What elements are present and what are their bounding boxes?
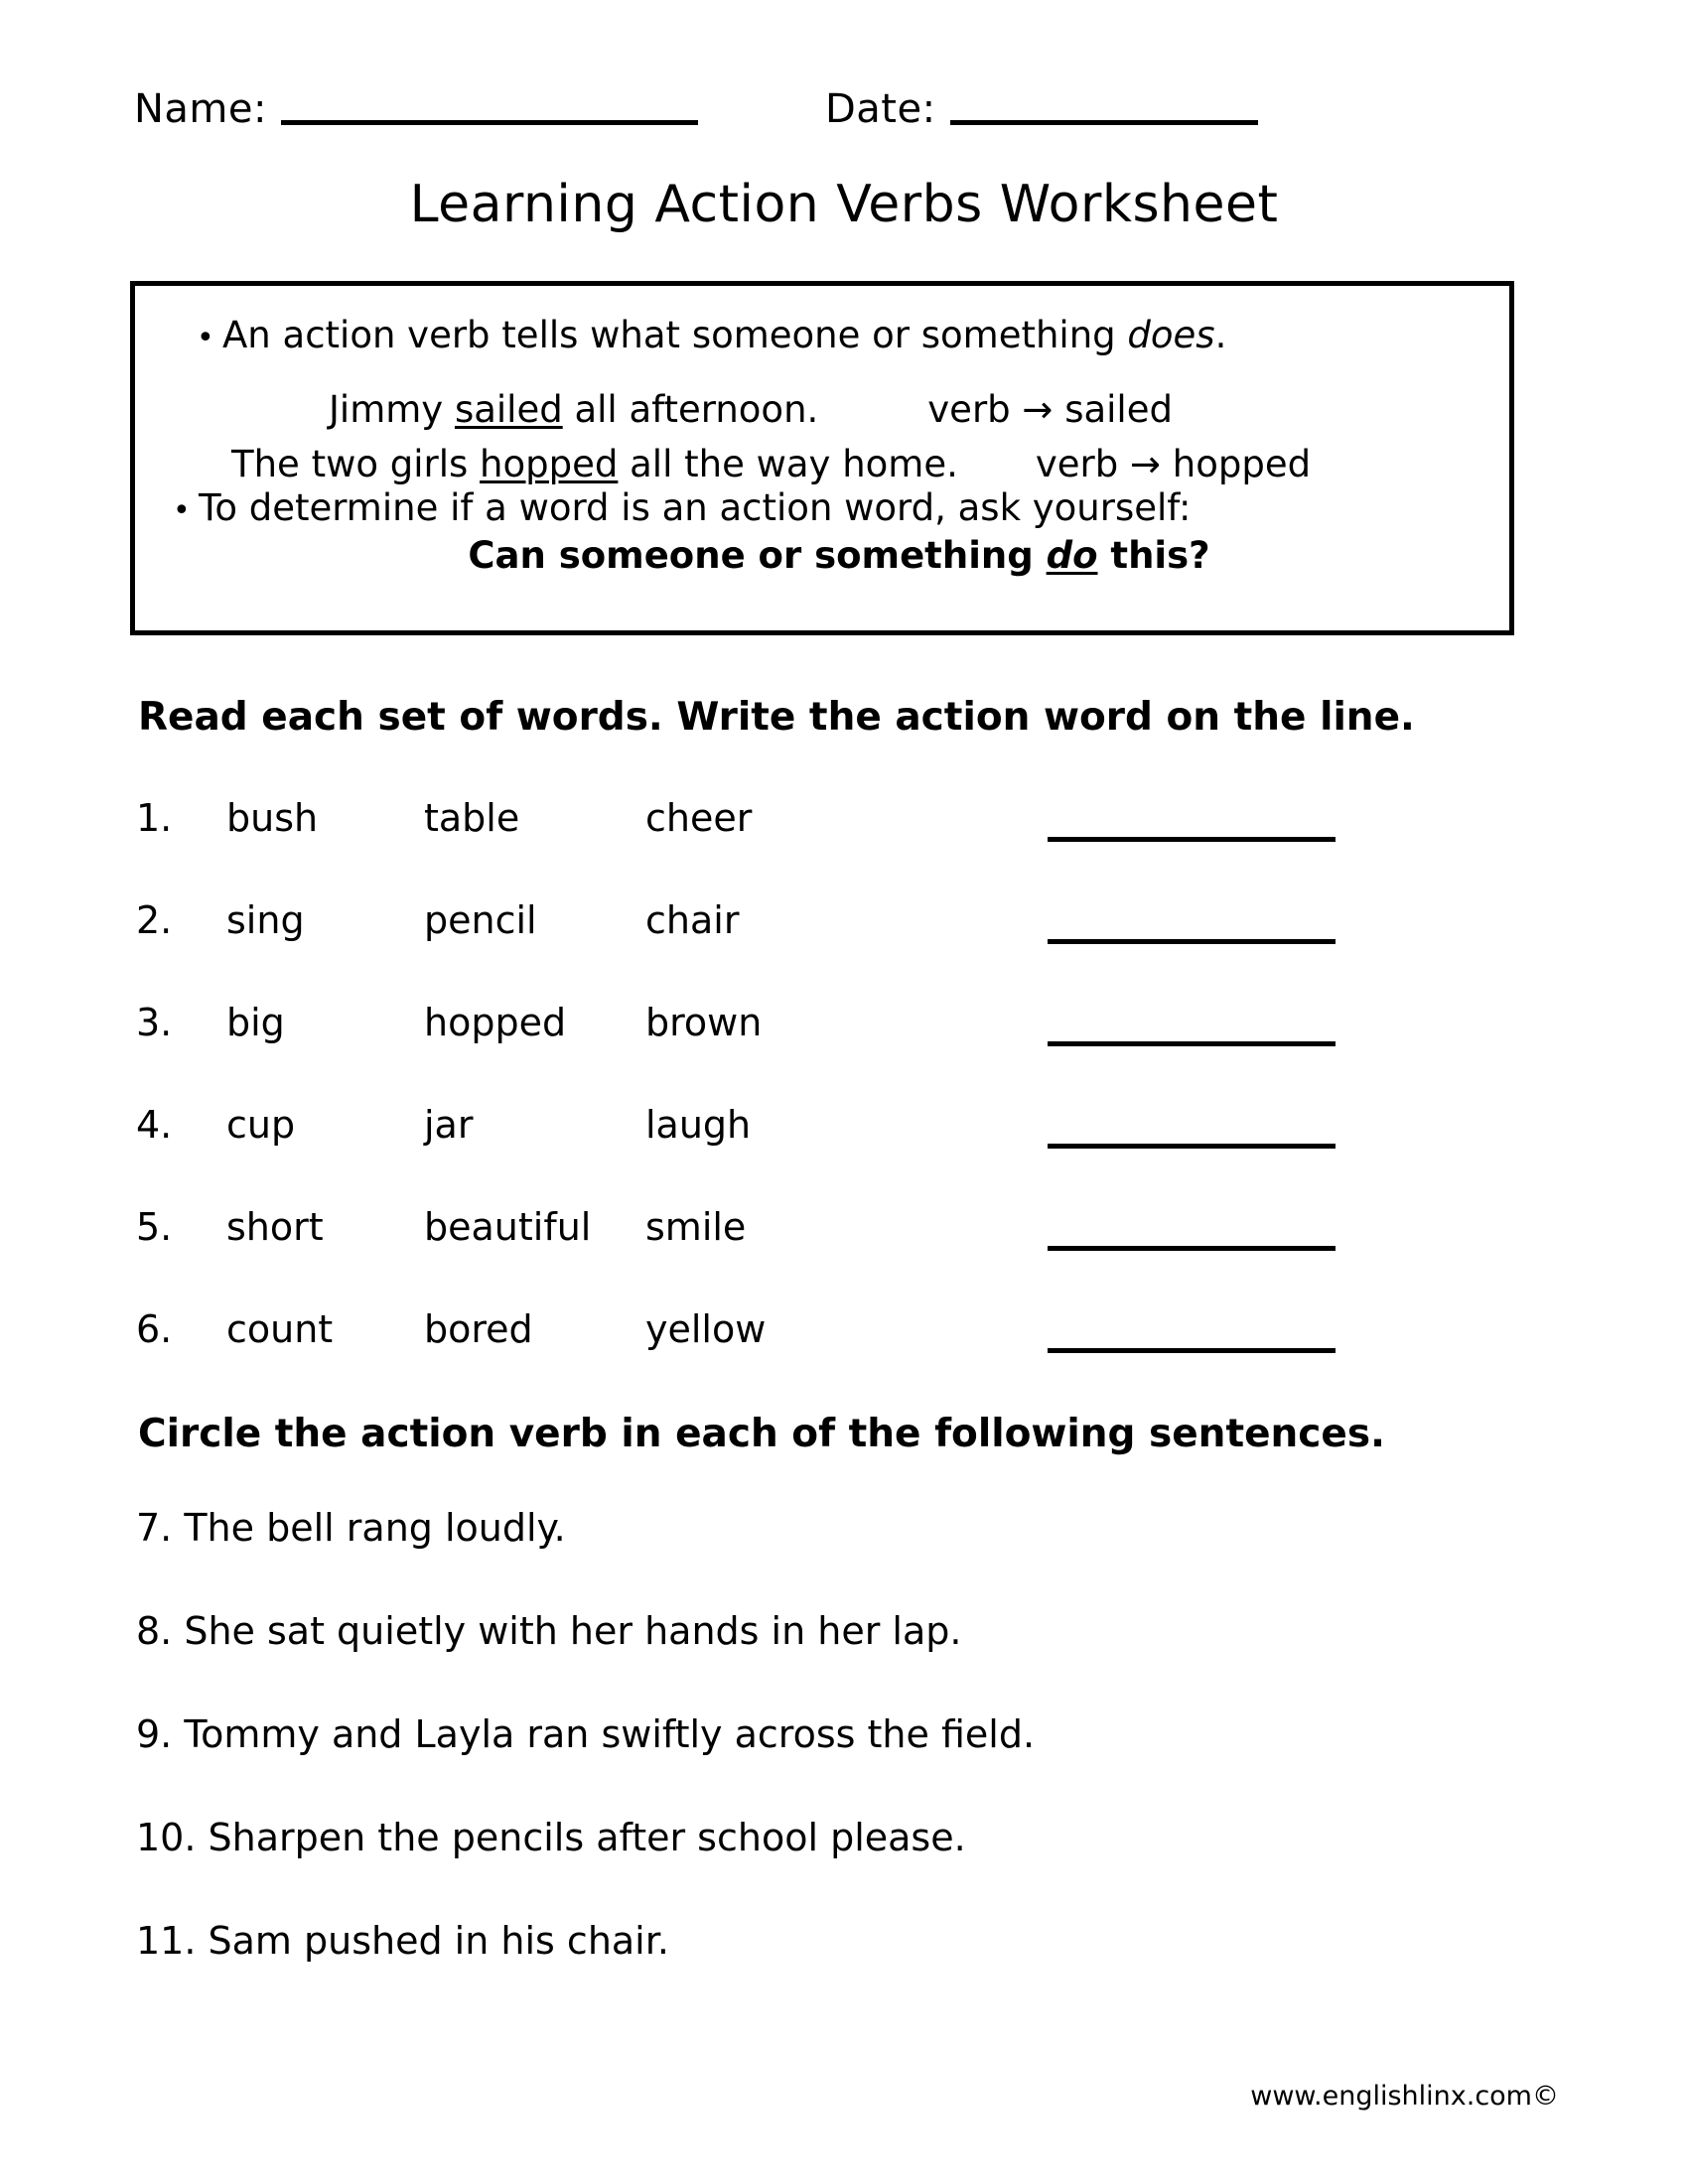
- name-write-line[interactable]: [281, 120, 698, 125]
- row-answer-line[interactable]: [1048, 939, 1336, 944]
- closing-question-before: Can someone or something: [468, 534, 1047, 577]
- example-1-answer: sailed: [1064, 388, 1173, 431]
- bullet-1-lead: An action verb tells what someone or something: [222, 314, 1128, 356]
- example-2-verb-label: verb: [1035, 443, 1119, 485]
- section-1-instruction: Read each set of words. Write the action word on the line.: [138, 695, 1415, 740]
- example-2-sentence: [231, 443, 958, 486]
- row-word-3: laugh: [645, 1103, 752, 1147]
- row-answer-line[interactable]: [1048, 837, 1336, 842]
- row-number: 3.: [136, 1001, 173, 1044]
- definition-bullet-2-text: To determine if a word is an action word, ask yourself:: [199, 486, 1192, 529]
- bullet-1-italic-word: does: [1127, 314, 1215, 356]
- list-item: 7. The bell rang loudly.: [136, 1506, 566, 1550]
- closing-question-emphasis: do: [1046, 534, 1098, 577]
- row-word-2: table: [424, 796, 520, 840]
- example-1-answer-group: [927, 388, 1173, 432]
- list-item: 8. She sat quietly with her hands in her lap.: [136, 1609, 962, 1653]
- row-word-2: beautiful: [424, 1205, 592, 1249]
- definition-bullet-1-text: [222, 314, 1226, 357]
- row-word-3: smile: [645, 1205, 747, 1249]
- row-number: 6.: [136, 1307, 173, 1351]
- example-1-after: all afternoon.: [562, 388, 819, 431]
- table-row: [0, 896, 1688, 999]
- row-number: 2.: [136, 898, 173, 942]
- section-2-instruction: Circle the action verb in each of the following sentences.: [138, 1412, 1385, 1456]
- bullet-dot-icon: •: [197, 321, 214, 355]
- page-title: Learning Action Verbs Worksheet: [409, 175, 1279, 234]
- row-word-1: bush: [226, 796, 319, 840]
- list-item: 10. Sharpen the pencils after school please.: [136, 1816, 966, 1859]
- example-1-sentence: [329, 388, 818, 432]
- row-answer-line[interactable]: [1048, 1041, 1336, 1046]
- date-write-line[interactable]: [950, 120, 1258, 125]
- row-word-2: jar: [424, 1103, 474, 1147]
- example-2-answer: hopped: [1172, 443, 1312, 485]
- row-word-1: sing: [226, 898, 305, 942]
- row-word-2: pencil: [424, 898, 537, 942]
- table-row: [0, 1203, 1688, 1305]
- definition-bullet-2: [173, 486, 1191, 533]
- row-number: 5.: [136, 1205, 173, 1249]
- row-word-1: cup: [226, 1103, 296, 1147]
- row-word-1: short: [226, 1205, 324, 1249]
- row-word-3: yellow: [645, 1307, 767, 1351]
- right-arrow-icon: →: [1129, 443, 1161, 485]
- name-label: Name:: [134, 86, 267, 132]
- example-2-answer-group: [1036, 443, 1311, 486]
- example-1-underlined-verb: sailed: [454, 388, 563, 431]
- bullet-1-tail: .: [1214, 314, 1227, 356]
- example-2-before: The two girls: [231, 443, 481, 485]
- definition-box: [130, 281, 1514, 635]
- row-word-1: big: [226, 1001, 285, 1044]
- example-1-verb-label: verb: [927, 388, 1011, 431]
- table-row: [0, 1101, 1688, 1203]
- example-2-underlined-verb: hopped: [480, 443, 619, 485]
- list-item: 9. Tommy and Layla ran swiftly across the field.: [136, 1712, 1036, 1756]
- example-2-after: all the way home.: [618, 443, 958, 485]
- row-answer-line[interactable]: [1048, 1348, 1336, 1353]
- row-answer-line[interactable]: [1048, 1144, 1336, 1149]
- bullet-dot-icon: •: [173, 493, 191, 528]
- row-word-2: hopped: [424, 1001, 567, 1044]
- table-row: [0, 999, 1688, 1101]
- student-info-header: [134, 87, 1306, 131]
- word-set-list: [0, 794, 1688, 1408]
- list-item: 11. Sam pushed in his chair.: [136, 1919, 669, 1963]
- row-word-2: bored: [424, 1307, 533, 1351]
- sentence-list: [0, 1504, 1688, 2020]
- example-1-before: Jimmy: [329, 388, 455, 431]
- closing-question-after: this?: [1110, 534, 1210, 577]
- row-number: 4.: [136, 1103, 173, 1147]
- row-number: 1.: [136, 796, 173, 840]
- footer-watermark: www.englishlinx.com©: [1250, 2081, 1559, 2112]
- date-label: Date:: [824, 86, 936, 132]
- row-answer-line[interactable]: [1048, 1246, 1336, 1251]
- row-word-3: chair: [645, 898, 740, 942]
- right-arrow-icon: →: [1022, 388, 1054, 431]
- definition-bullet-1: [197, 314, 1226, 360]
- example-line-1: [329, 388, 1173, 432]
- row-word-3: brown: [645, 1001, 763, 1044]
- row-word-3: cheer: [645, 796, 753, 840]
- table-row: [0, 794, 1688, 896]
- example-line-2: [231, 443, 1311, 486]
- table-row: [0, 1305, 1688, 1408]
- row-word-1: count: [226, 1307, 334, 1351]
- definition-closing-question: [135, 534, 1509, 578]
